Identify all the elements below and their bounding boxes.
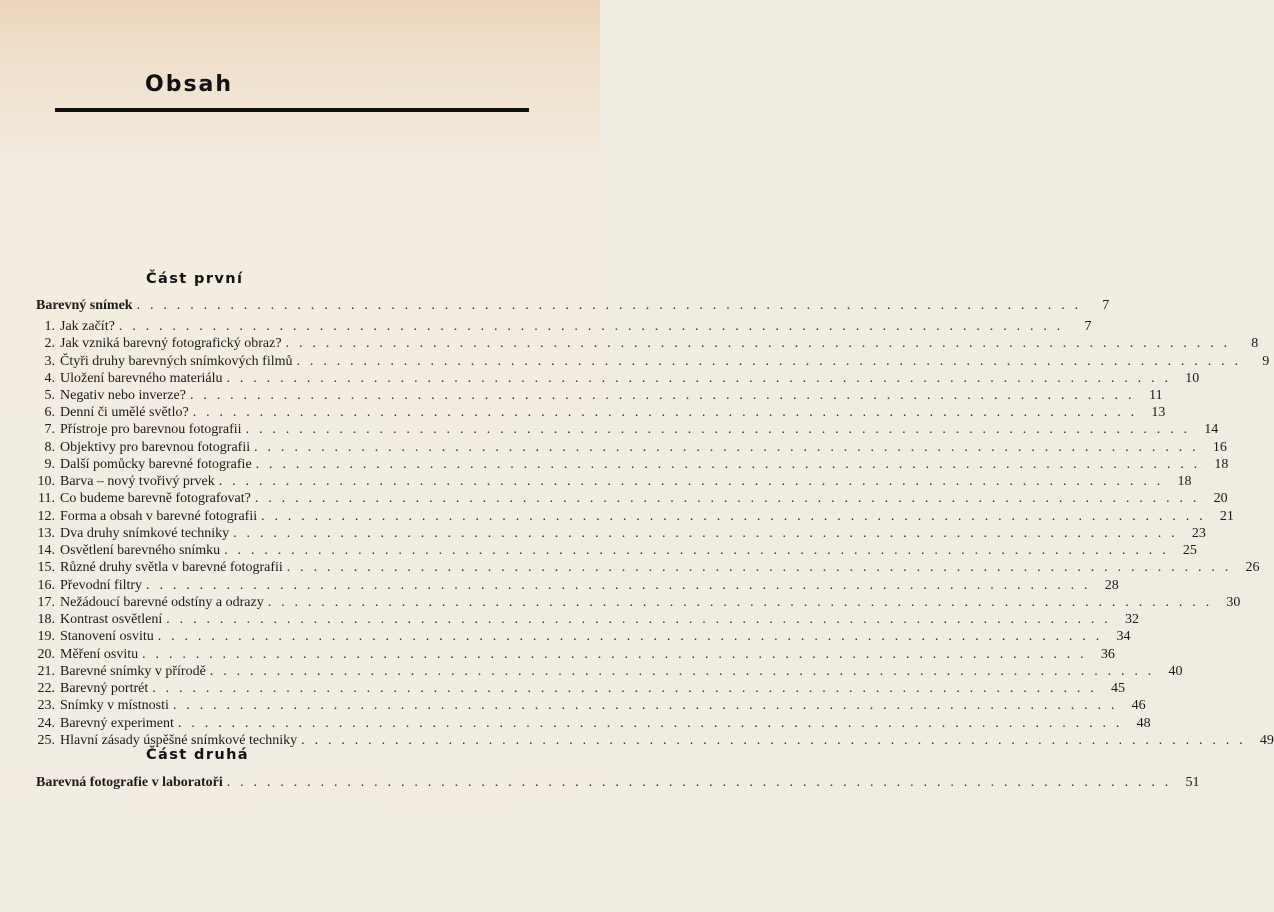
toc-page-number: 45	[1110, 681, 1125, 696]
toc-entry-number: 19.	[37, 629, 55, 645]
toc-entry-number: 17.	[37, 594, 55, 610]
dot-leader: . . . . . . . . . . . . . . . . . . . . . . . . . . . . . . . . . . . . . . . . . . . . . . . . . . . . . . . . . . . . . . . . . . . . . . .	[267, 594, 1213, 610]
toc-section-row[interactable]	[36, 297, 1110, 314]
toc-entry-row[interactable]	[36, 697, 1146, 714]
toc-entry-row[interactable]	[36, 542, 1197, 559]
toc-page-number: 7	[1084, 319, 1092, 334]
toc-entry-row[interactable]	[36, 490, 1228, 507]
toc-entry-number: 10.	[37, 474, 55, 490]
toc-entry-number: 13.	[37, 525, 55, 541]
toc-entry-number: 18.	[37, 612, 55, 628]
dot-leader: . . . . . . . . . . . . . . . . . . . . . . . . . . . . . . . . . . . . . . . . . . . . . . . . . . . . . . . . . . . . . . . . . . . . . . .	[209, 663, 1155, 679]
dot-leader: . . . . . . . . . . . . . . . . . . . . . . . . . . . . . . . . . . . . . . . . . . . . . . . . . . . . . . . . . . . . . . . . . . . . . . .	[254, 439, 1199, 455]
dot-leader: . . . . . . . . . . . . . . . . . . . . . . . . . . . . . . . . . . . . . . . . . . . . . . . . . . . . . . . . . . . . . . . . . . . . . . .	[286, 560, 1232, 576]
toc-entry-number: 20.	[37, 646, 55, 662]
toc-entry-row[interactable]	[36, 439, 1227, 456]
toc-entry-row[interactable]	[36, 611, 1139, 628]
toc-page-number: 16	[1212, 439, 1227, 455]
toc-entry-label: Měření osvitu	[60, 646, 139, 662]
toc-page-number: 40	[1168, 663, 1183, 679]
toc-page-number: 10	[1185, 370, 1200, 386]
toc-entry-label: Čtyři druhy barevných snímkových filmů	[60, 353, 293, 369]
toc-entry-row[interactable]	[36, 473, 1192, 490]
toc-page-number: 18	[1214, 456, 1229, 472]
toc-entry-row[interactable]	[36, 559, 1260, 576]
toc-entry-number: 1.	[44, 319, 55, 334]
toc-entry-row[interactable]	[36, 421, 1219, 438]
dot-leader: . . . . . . . . . . . . . . . . . . . . . . . . . . . . . . . . . . . . . . . . . . . . . . . . . . . . . . . . . . . . . . . . . . . . . . .	[296, 353, 1242, 369]
toc-entry-label: Hlavní zásady úspěšné snímkové techniky	[60, 732, 298, 748]
toc-page-number: 26	[1245, 560, 1260, 576]
toc-entry-label: Negativ nebo inverze?	[60, 388, 186, 403]
dot-leader: . . . . . . . . . . . . . . . . . . . . . . . . . . . . . . . . . . . . . . . . . . . . . . . . . . . . . . . . . . . . . . . . . . . . . . .	[152, 681, 1097, 696]
toc-page-number: 36	[1100, 646, 1115, 662]
toc-entry-row[interactable]	[36, 732, 1274, 749]
toc-entry-label: Barva – nový tvořivý prvek	[60, 474, 215, 490]
toc-entry-row[interactable]	[36, 456, 1229, 473]
toc-page-number: 48	[1136, 715, 1151, 731]
toc-entry-number: 11.	[38, 491, 55, 507]
toc-entry-number: 16.	[37, 577, 55, 593]
toc-page-number: 13	[1151, 405, 1166, 421]
toc-entry-label: Snímky v místnosti	[60, 698, 169, 714]
toc-entry-label: Různé druhy světla v barevné fotografii	[60, 560, 283, 576]
toc-entry-number: 9.	[44, 456, 55, 472]
toc-entry-row[interactable]	[36, 680, 1125, 697]
toc-entry-number: 3.	[44, 353, 55, 369]
dot-leader: . . . . . . . . . . . . . . . . . . . . . . . . . . . . . . . . . . . . . . . . . . . . . . . . . . . . . . . . . . . . . . . . . . . . . . .	[254, 491, 1200, 507]
toc-entry-row[interactable]	[36, 525, 1206, 542]
toc-page-number: 8	[1251, 336, 1259, 352]
toc-entry-row[interactable]	[36, 404, 1166, 421]
dot-leader: . . . . . . . . . . . . . . . . . . . . . . . . . . . . . . . . . . . . . . . . . . . . . . . . . . . . . . . . . . . . . . . . . . . . . . .	[166, 612, 1111, 628]
toc-entry-row[interactable]	[36, 508, 1234, 525]
dot-leader: . . . . . . . . . . . . . . . . . . . . . . . . . . . . . . . . . . . . . . . . . . . . . . . . . . . . . . . . . . . . . . . . . . . . . . .	[255, 456, 1201, 472]
toc-entry-number: 8.	[44, 439, 55, 455]
toc-page-number: 9	[1262, 353, 1270, 369]
toc-entry-label: Denní či umělé světlo?	[60, 405, 189, 421]
toc-page-number: 7	[1102, 298, 1110, 313]
toc-entry-label: Jak začít?	[60, 319, 115, 334]
toc-entry-row[interactable]	[36, 646, 1115, 663]
dot-leader: . . . . . . . . . . . . . . . . . . . . . . . . . . . . . . . . . . . . . . . . . . . . . . . . . . . . . . . . . . . . . . . . . . . . . . .	[189, 388, 1135, 403]
toc-entry-row[interactable]	[36, 335, 1259, 352]
toc-entry-number: 4.	[44, 370, 55, 386]
toc-page-number: 28	[1104, 577, 1119, 593]
toc-entry-label: Jak vzniká barevný fotografický obraz?	[60, 336, 282, 352]
toc-entry-label: Co budeme barevně fotografovat?	[60, 491, 251, 507]
toc-page-number: 14	[1204, 422, 1219, 438]
toc-entry-row[interactable]	[36, 577, 1119, 594]
toc-entry-number: 21.	[37, 663, 55, 679]
toc-entry-number: 5.	[44, 388, 55, 403]
toc-entry-label: Osvětlení barevného snímku	[60, 543, 221, 559]
toc-entry-label: Objektivy pro barevnou fotografii	[60, 439, 251, 455]
toc-entry-label: Nežádoucí barevné odstíny a odrazy	[60, 594, 264, 610]
toc-entry-row[interactable]	[36, 663, 1183, 680]
dot-leader: . . . . . . . . . . . . . . . . . . . . . . . . . . . . . . . . . . . . . . . . . . . . . . . . . . . . . . . . . . . . . . . . . . . . . . .	[226, 370, 1172, 386]
toc-page-number: 20	[1213, 491, 1228, 507]
toc-entry-row[interactable]	[36, 318, 1092, 335]
dot-leader: . . . . . . . . . . . . . . . . . . . . . . . . . . . . . . . . . . . . . . . . . . . . . . . . . . . . . . . . . . . . . . . . . . . . . . .	[218, 474, 1164, 490]
dot-leader: . . . . . . . . . . . . . . . . . . . . . . . . . . . . . . . . . . . . . . . . . . . . . . . . . . . . . . . . . . . . . . . . . . . . . . .	[136, 298, 1082, 313]
toc-entry-row[interactable]	[36, 628, 1131, 645]
toc-entry-number: 12.	[37, 508, 55, 524]
dot-leader: . . . . . . . . . . . . . . . . . . . . . . . . . . . . . . . . . . . . . . . . . . . . . . . . . . . . . . . . . . . . . . . . . . . . . . .	[192, 405, 1138, 421]
dot-leader: . . . . . . . . . . . . . . . . . . . . . . . . . . . . . . . . . . . . . . . . . . . . . . . . . . . . . . . . . . . . . . . . . . . . . . .	[118, 319, 1064, 334]
dot-leader: . . . . . . . . . . . . . . . . . . . . . . . . . . . . . . . . . . . . . . . . . . . . . . . . . . . . . . . . . . . . . . . . . . . . . . .	[146, 577, 1091, 593]
part-heading-first: Část první	[146, 271, 244, 287]
toc-entry-label: Stanovení osvitu	[60, 629, 154, 645]
toc-entry-number: 24.	[37, 715, 55, 731]
dot-leader: . . . . . . . . . . . . . . . . . . . . . . . . . . . . . . . . . . . . . . . . . . . . . . . . . . . . . . . . . . . . . . . . . . . . . . .	[157, 629, 1103, 645]
toc-entry-row[interactable]	[36, 594, 1241, 611]
dot-leader: . . . . . . . . . . . . . . . . . . . . . . . . . . . . . . . . . . . . . . . . . . . . . . . . . . . . . . . . . . . . . . . . . . . . . . .	[285, 336, 1231, 352]
toc-section-row[interactable]	[36, 774, 1200, 791]
title-rule	[55, 108, 529, 112]
toc-page-number: 23	[1191, 525, 1206, 541]
toc-entry-number: 23.	[37, 698, 55, 714]
toc-entry-label: Další pomůcky barevné fotografie	[60, 456, 252, 472]
toc-page-number: 25	[1182, 543, 1197, 559]
dot-leader: . . . . . . . . . . . . . . . . . . . . . . . . . . . . . . . . . . . . . . . . . . . . . . . . . . . . . . . . . . . . . . . . . . . . . . .	[224, 543, 1169, 559]
toc-entry-number: 6.	[44, 405, 55, 421]
toc-entry-label: Dva druhy snímkové techniky	[60, 525, 230, 541]
dot-leader: . . . . . . . . . . . . . . . . . . . . . . . . . . . . . . . . . . . . . . . . . . . . . . . . . . . . . . . . . . . . . . . . . . . . . . .	[301, 732, 1246, 748]
toc-entry-label: Barevný experiment	[60, 715, 174, 731]
toc-entry-number: 14.	[37, 543, 55, 559]
toc-entry-number: 25.	[37, 732, 55, 748]
dot-leader: . . . . . . . . . . . . . . . . . . . . . . . . . . . . . . . . . . . . . . . . . . . . . . . . . . . . . . . . . . . . . . . . . . . . . . .	[142, 646, 1087, 662]
toc-entry-label: Barevné snímky v přírodě	[60, 663, 206, 679]
dot-leader: . . . . . . . . . . . . . . . . . . . . . . . . . . . . . . . . . . . . . . . . . . . . . . . . . . . . . . . . . . . . . . . . . . . . . . .	[177, 715, 1123, 731]
dot-leader: . . . . . . . . . . . . . . . . . . . . . . . . . . . . . . . . . . . . . . . . . . . . . . . . . . . . . . . . . . . . . . . . . . . . . . .	[233, 525, 1178, 541]
toc-entry-label: Převodní filtry	[60, 577, 143, 593]
toc-entry-row[interactable]	[36, 370, 1200, 387]
dot-leader: . . . . . . . . . . . . . . . . . . . . . . . . . . . . . . . . . . . . . . . . . . . . . . . . . . . . . . . . . . . . . . . . . . . . . . .	[245, 422, 1191, 438]
toc-entry-label: Přístroje pro barevnou fotografii	[60, 422, 242, 438]
toc-page-number: 49	[1259, 732, 1274, 748]
toc-section-label: Barevný snímek	[36, 298, 133, 313]
toc-page-number: 30	[1226, 594, 1241, 610]
toc-page-number: 11	[1149, 388, 1163, 403]
toc-entry-label: Uložení barevného materiálu	[60, 370, 223, 386]
dot-leader: . . . . . . . . . . . . . . . . . . . . . . . . . . . . . . . . . . . . . . . . . . . . . . . . . . . . . . . . . . . . . . . . . . . . . . .	[226, 775, 1172, 790]
toc-entry-row[interactable]	[36, 387, 1163, 404]
toc-entry-row[interactable]	[36, 715, 1151, 732]
toc-entry-label: Forma a obsah v barevné fotografii	[60, 508, 258, 524]
toc-entry-label: Kontrast osvětlení	[60, 612, 163, 628]
toc-page-number: 18	[1177, 474, 1192, 490]
toc-entry-label: Barevný portrét	[60, 681, 149, 696]
toc-page-number: 46	[1131, 698, 1146, 714]
toc-section-label: Barevná fotografie v laboratoři	[36, 775, 223, 790]
part-heading-second: Část druhá	[146, 747, 249, 763]
toc-entry-row[interactable]	[36, 353, 1270, 370]
toc-entry-number: 22.	[37, 681, 55, 696]
toc-entry-number: 15.	[37, 560, 55, 576]
toc-entry-number: 7.	[44, 422, 55, 438]
dot-leader: . . . . . . . . . . . . . . . . . . . . . . . . . . . . . . . . . . . . . . . . . . . . . . . . . . . . . . . . . . . . . . . . . . . . . . .	[261, 508, 1206, 524]
page-title: Obsah	[145, 72, 234, 97]
toc-page-number: 51	[1185, 775, 1200, 790]
toc-page-number: 32	[1124, 612, 1139, 628]
dot-leader: . . . . . . . . . . . . . . . . . . . . . . . . . . . . . . . . . . . . . . . . . . . . . . . . . . . . . . . . . . . . . . . . . . . . . . .	[172, 698, 1118, 714]
toc-page-number: 21	[1219, 508, 1234, 524]
toc-page-number: 34	[1116, 629, 1131, 645]
toc-entry-number: 2.	[44, 336, 55, 352]
